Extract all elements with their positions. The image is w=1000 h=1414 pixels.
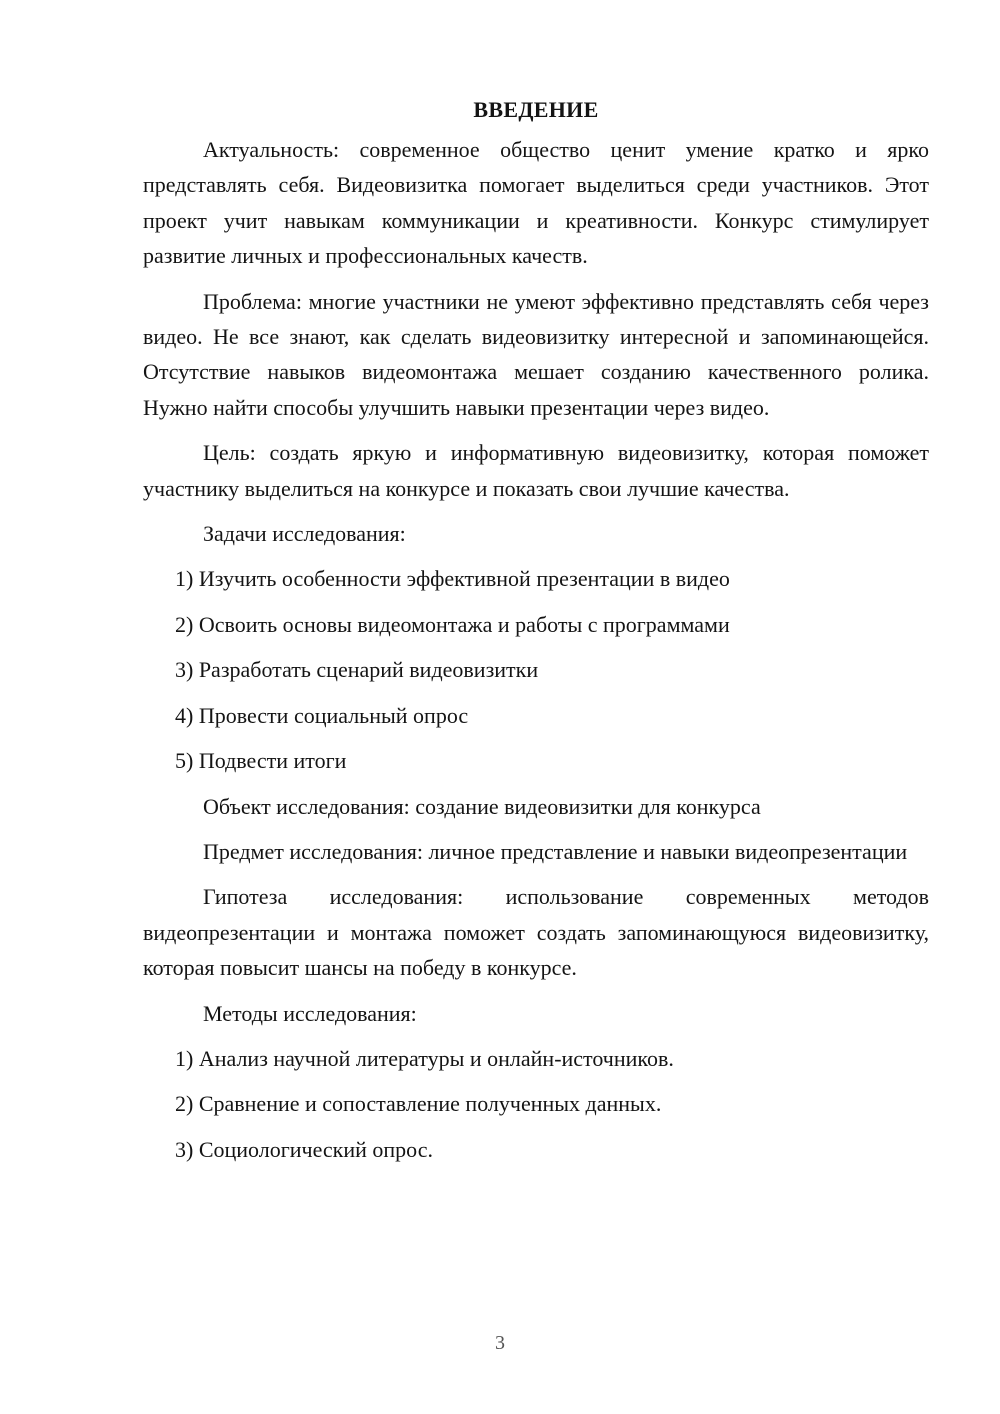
- list-item: 3) Социологический опрос.: [175, 1136, 433, 1162]
- object-paragraph: Объект исследования: создание видеовизитки для конкурса: [203, 793, 761, 819]
- relevance-paragraph: Актуальность: современное общество ценит умение кратко и ярко представлять себя. Видеовизитка помогает выделиться среди участников. Этот проект учит навыкам коммуникации и креативности. Конкурс стимулирует развитие личных и профессиональных качеств.: [143, 137, 929, 269]
- problem-paragraph: Проблема: многие участники не умеют эффективно представлять себя через видео. Не все знают, как сделать видеовизитку интересной и запоминающейся. Отсутствие навыков видеомонтажа мешает созданию качественного ролика. Нужно найти способы улучшить навыки презентации через видео.: [143, 288, 929, 420]
- methods-label: Методы исследования:: [203, 1000, 417, 1026]
- tasks-label: Задачи исследования:: [203, 521, 406, 547]
- subject-paragraph: Предмет исследования: личное представление и навыки видеопрезентации: [203, 838, 908, 864]
- tasks-list: [143, 561, 929, 778]
- list-item: 1) Изучить особенности эффективной презентации в видео: [175, 566, 730, 592]
- page-title: ВВЕДЕНИЕ: [473, 97, 599, 122]
- list-item: 2) Освоить основы видеомонтажа и работы с программами: [175, 611, 730, 637]
- document-page: [143, 92, 929, 1177]
- goal-paragraph: Цель: создать яркую и информативную видеовизитку, которая поможет участнику выделиться на конкурсе и показать свои лучшие качества.: [143, 440, 929, 501]
- methods-list: [143, 1041, 929, 1167]
- list-item: 5) Подвести итоги: [175, 748, 347, 774]
- list-item: 4) Провести социальный опрос: [175, 702, 469, 728]
- list-item: 2) Сравнение и сопоставление полученных данных.: [175, 1091, 662, 1117]
- hypothesis-paragraph: Гипотеза исследования: использование современных методов видеопрезентации и монтажа поможет создать запоминающуюся видеовизитку, которая повысит шансы на победу в конкурсе.: [143, 884, 929, 981]
- page-number: 3: [495, 1332, 505, 1354]
- list-item: 3) Разработать сценарий видеовизитки: [175, 657, 539, 683]
- list-item: 1) Анализ научной литературы и онлайн-источников.: [175, 1045, 674, 1071]
